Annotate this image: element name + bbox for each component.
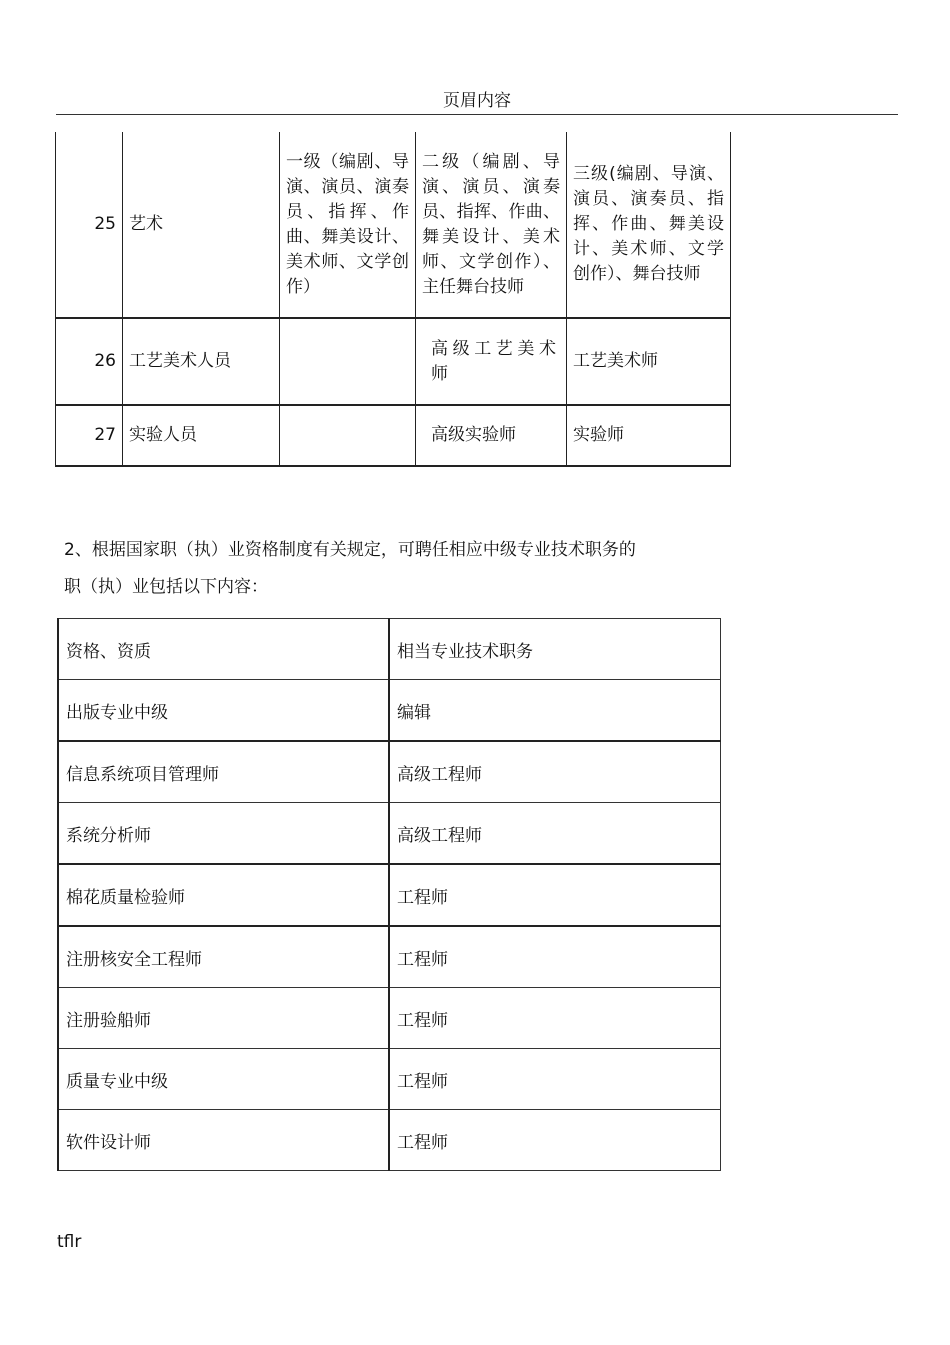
category-name: 工艺美术人员 (123, 318, 280, 405)
position-cell: 工程师 (389, 1049, 720, 1110)
deputy-senior-level-cell: 二级（编剧、导演、演员、演奏员、指挥、作曲、舞美设计、美术师、文学创作）、主任舞台技师 (416, 132, 567, 318)
position-cell: 工程师 (389, 1110, 720, 1171)
position-cell: 编辑 (389, 680, 720, 742)
position-cell: 高级工程师 (389, 741, 720, 803)
table-row (58, 864, 720, 926)
table-row (58, 988, 720, 1049)
qualification-cell: 质量专业中级 (58, 1049, 389, 1110)
senior-level-cell (280, 318, 416, 405)
table-row (58, 1049, 720, 1110)
qualification-cell: 注册验船师 (58, 988, 389, 1049)
intermediate-level-cell: 实验师 (567, 405, 731, 466)
qualification-cell: 出版专业中级 (58, 680, 389, 742)
header-rule (56, 114, 898, 115)
deputy-senior-level-cell: 高级工艺美术师 (416, 318, 567, 405)
table-row (58, 803, 720, 865)
category-name: 实验人员 (123, 405, 280, 466)
page-footer: tflr (57, 1232, 82, 1252)
row-number: 25 (56, 132, 123, 318)
table-row (58, 741, 720, 803)
qualification-table (57, 618, 721, 1171)
intermediate-level-cell: 三级(编剧、导演、演员、演奏员、指挥、作曲、舞美设计、美术师、文学创作）、舞台技师 (567, 132, 731, 318)
title-level-table (55, 132, 731, 467)
category-name: 艺术 (123, 132, 280, 318)
position-cell: 工程师 (389, 988, 720, 1049)
header-equivalent-position: 相当专业技术职务 (389, 619, 720, 680)
deputy-senior-level-cell: 高级实验师 (416, 405, 567, 466)
qualification-cell: 系统分析师 (58, 803, 389, 865)
header-qualification: 资格、资质 (58, 619, 389, 680)
senior-level-cell (280, 405, 416, 466)
qualification-cell: 信息系统项目管理师 (58, 741, 389, 803)
page-header: 页眉内容 (443, 91, 511, 111)
position-cell: 工程师 (389, 926, 720, 988)
position-cell: 高级工程师 (389, 803, 720, 865)
table-row (56, 132, 731, 318)
row-number: 26 (56, 318, 123, 405)
table-row (58, 1110, 720, 1171)
table-row (56, 318, 731, 405)
senior-level-cell: 一级（编剧、导演、演员、演奏员、指挥、作曲、舞美设计、美术师、文学创作） (280, 132, 416, 318)
table-header-row (58, 619, 720, 680)
intermediate-level-cell: 工艺美术师 (567, 318, 731, 405)
qualification-cell: 注册核安全工程师 (58, 926, 389, 988)
position-cell: 工程师 (389, 864, 720, 926)
qualification-cell: 软件设计师 (58, 1110, 389, 1171)
table-row (56, 405, 731, 466)
paragraph-line-2: 职（执）业包括以下内容： (64, 577, 268, 597)
table-row (58, 926, 720, 988)
qualification-cell: 棉花质量检验师 (58, 864, 389, 926)
row-number: 27 (56, 405, 123, 466)
table-row (58, 680, 720, 742)
paragraph-line-1: 2、根据国家职（执）业资格制度有关规定，可聘任相应中级专业技术职务的 (64, 540, 636, 560)
